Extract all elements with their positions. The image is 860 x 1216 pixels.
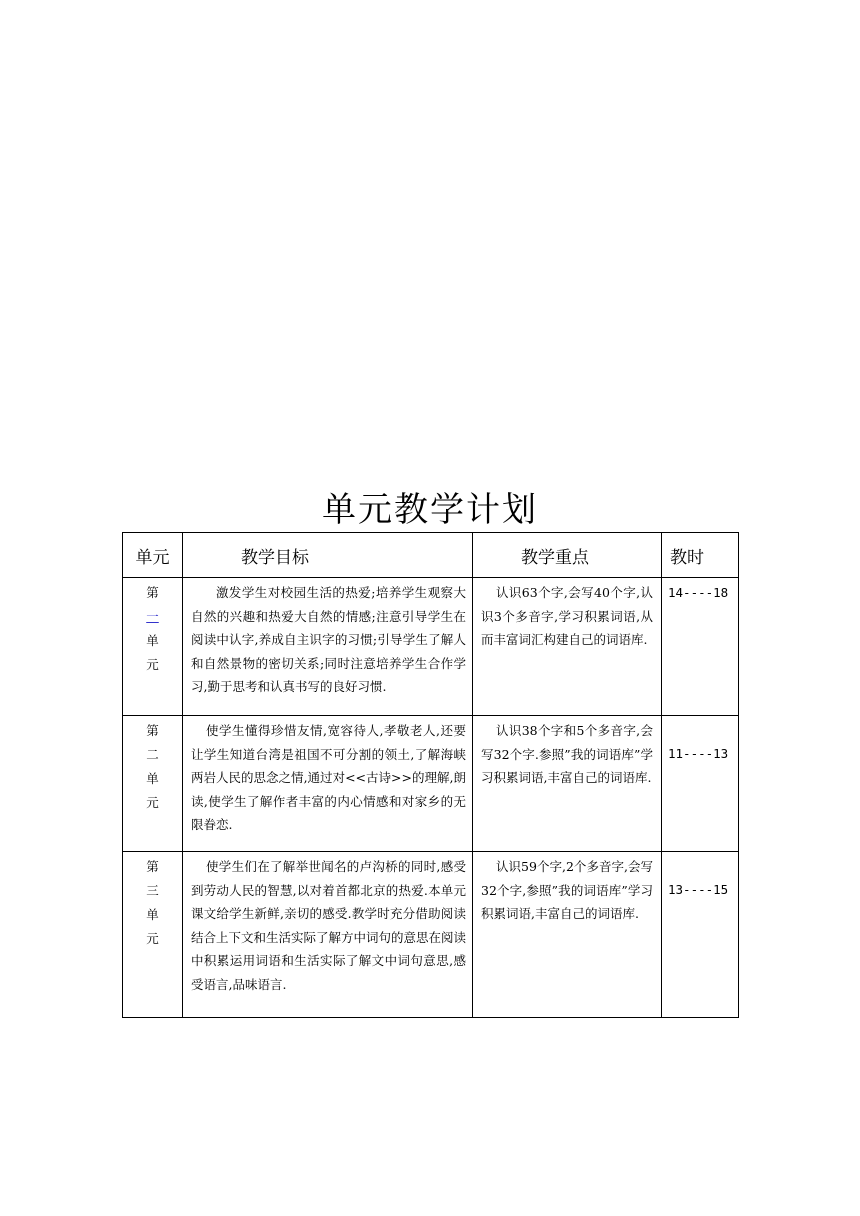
unit-char: 单 [146, 633, 159, 648]
unit-char: 单 [146, 771, 159, 786]
unit-prefix: 第 [146, 723, 159, 738]
unit-prefix: 第 [146, 859, 159, 874]
teaching-goal: 使学生们在了解举世闻名的卢沟桥的同时,感受到劳动人民的智慧,以对着首都北京的热爱.本单元课文给学生新鲜,亲切的感受.教学时充分借助阅读结合上下文和生活实际了解方中词句的意思在阅读中积累运用词语和生活实际了解文中词句意思,感受语言,品味语言. [183, 852, 473, 1018]
unit-char: 元 [146, 657, 159, 672]
header-key-points: 教学重点 [473, 533, 662, 578]
table-row [123, 852, 739, 1018]
teaching-key-points: 认识38个字和5个多音字,会写32个字.参照”我的词语库”学习积累词语,丰富自己的词语库. [473, 716, 662, 852]
unit-number-link[interactable]: 一 [146, 609, 159, 624]
header-goal: 教学目标 [183, 533, 473, 578]
teaching-key-points: 认识59个字,2个多音字,会写32个字,参照”我的词语库”学习积累词语,丰富自己的词语库. [473, 852, 662, 1018]
unit-number: 二 [146, 747, 159, 762]
header-hours: 教时 [662, 533, 739, 578]
unit-prefix: 第 [146, 585, 159, 600]
teaching-hours: 14----18 [662, 578, 739, 716]
unit-char: 元 [146, 795, 159, 810]
table-row [123, 578, 739, 716]
header-row [123, 533, 739, 578]
teaching-goal: 激发学生对校园生活的热爱;培养学生观察大自然的兴趣和热爱大自然的情感;注意引导学生在阅读中认字,养成自主识字的习惯;引导学生了解人和自然景物的密切关系;同时注意培养学生合作学习,勤于思考和认真书写的良好习惯. [183, 578, 473, 716]
unit-char: 元 [146, 931, 159, 946]
teaching-key-points: 认识63个字,会写40个字,认识3个多音字,学习积累词语,从而丰富词汇构建自己的词语库. [473, 578, 662, 716]
unit-number: 三 [146, 883, 159, 898]
unit-label [123, 716, 183, 852]
unit-plan-table [122, 532, 739, 1018]
page-title: 单元教学计划 [322, 490, 538, 530]
table-row [123, 716, 739, 852]
unit-label [123, 578, 183, 716]
teaching-hours: 11----13 [662, 716, 739, 852]
unit-label [123, 852, 183, 1018]
unit-char: 单 [146, 907, 159, 922]
header-unit: 单元 [123, 533, 183, 578]
teaching-hours: 13----15 [662, 852, 739, 1018]
teaching-goal: 使学生懂得珍惜友情,宽容待人,孝敬老人,还要让学生知道台湾是祖国不可分割的领土,了解海峡两岩人民的思念之情,通过对<<古诗>>的理解,朗读,使学生了解作者丰富的内心情感和对家乡的无限眷恋. [183, 716, 473, 852]
